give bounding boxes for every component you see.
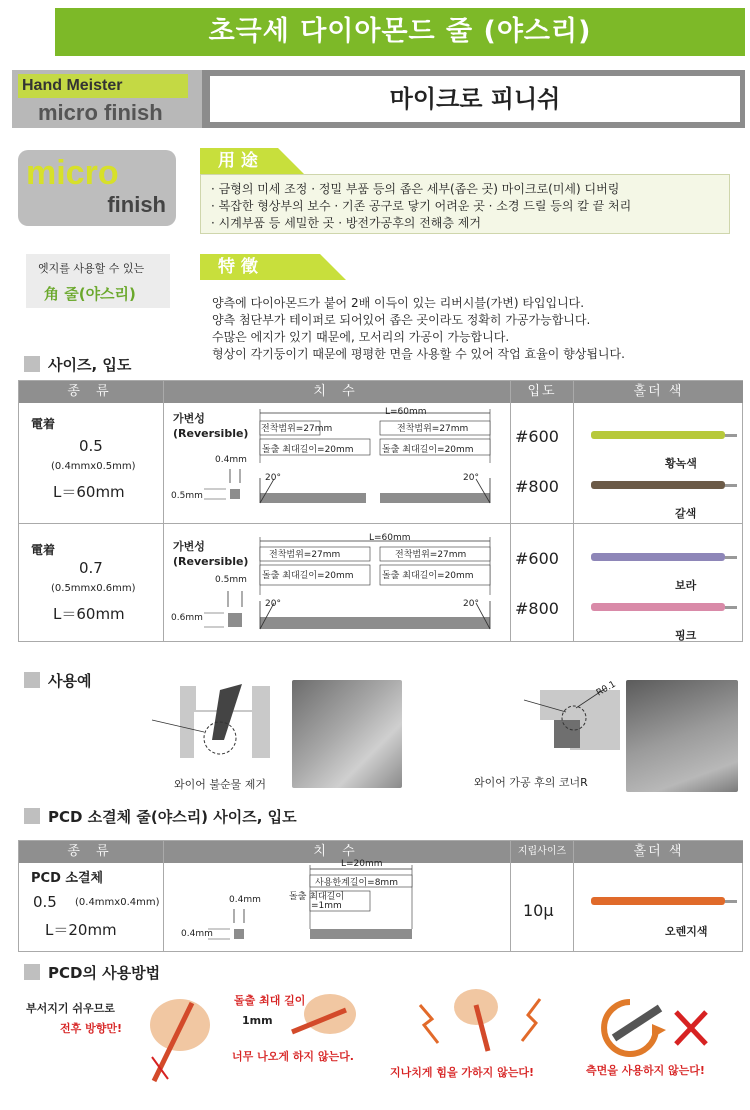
pen-tip — [725, 556, 737, 559]
table-divider — [510, 841, 511, 951]
row2-range-right: 전착범위=27mm — [395, 550, 467, 560]
caption-corner-r: 와이어 가공 후의 코너R — [474, 776, 588, 789]
edge-text: 엣지를 사용할 수 있는 — [38, 262, 145, 275]
usage-box — [200, 174, 730, 234]
row2-color-1: 보라 — [675, 579, 697, 592]
row2-grit-2: #800 — [515, 599, 559, 618]
usage-line-1: · 금형의 미세 조정 · 정밀 부품 등의 좁은 세부(좁은 곳) 마이크로(미세) 디버링 — [211, 182, 620, 196]
section-square-icon — [24, 356, 40, 372]
page-title: 초극세 다이아몬드 줄 (야스리) — [208, 16, 592, 47]
pcd-L: L=20mm — [341, 859, 383, 869]
pcd-section-label: PCD 소결체 줄(야스리) 사이즈, 입도 — [48, 808, 297, 826]
usage-tag: 用 途 — [200, 148, 278, 174]
row1-color-1: 황녹색 — [665, 457, 697, 470]
row2-length: L＝60mm — [53, 605, 125, 623]
warn-fragile: 부서지기 쉬우므로 — [26, 1002, 115, 1015]
pcd-use-limit: 사용한계길이=8mm — [315, 878, 398, 888]
warn-max-length: 돌출 최대 길이 — [234, 994, 306, 1007]
row2-proj-left: 돌출 최대길이=20mm — [262, 571, 354, 581]
pcd-table — [18, 840, 743, 952]
row2-holder-pen-1 — [591, 553, 725, 561]
pcd-holder-pen — [591, 897, 725, 905]
pen-tip — [725, 484, 737, 487]
warn-no-side: 측면을 사용하지 않는다! — [586, 1064, 705, 1077]
header-dimension: 치 수 — [164, 381, 510, 403]
row2-holder-pen-2 — [591, 603, 725, 611]
usage-line-3: · 시계부품 등 세밀한 곳 · 방전가공후의 전해층 제거 — [211, 216, 481, 230]
row1-side: 0.4mm — [215, 455, 247, 465]
pcd-header-dimension: 치 수 — [164, 841, 510, 863]
pen-tip — [725, 900, 737, 903]
row1-spec: (0.4mmx0.5mm) — [51, 461, 136, 472]
edge-file-label: 角 줄(야스리) — [44, 285, 136, 303]
no-side-use-illustration — [594, 990, 724, 1060]
row1-length: L＝60mm — [53, 483, 125, 501]
row2-type: 電着 — [31, 543, 56, 557]
row2-side: 0.5mm — [215, 575, 247, 585]
row2-angle-left: 20° — [265, 599, 281, 609]
corner-r-label: R0.1 — [594, 679, 618, 699]
size-section-label: 사이즈, 입도 — [48, 356, 132, 374]
title-banner — [55, 8, 745, 56]
row1-bottom: 0.5mm — [171, 491, 203, 501]
feature-line-3: 수많은 에지가 있기 때문에, 모서리의 가공이 가능합니다. — [212, 330, 510, 344]
hand-holding-pen-illustration-1 — [140, 985, 220, 1085]
table-divider — [510, 381, 511, 641]
logo-bottom-text: finish — [107, 192, 166, 217]
example-section-title — [24, 670, 91, 691]
hand-holding-pen-illustration-2 — [280, 990, 360, 1050]
row2-grit-1: #600 — [515, 549, 559, 568]
pcd-size: 0.5 — [33, 893, 57, 911]
pcd-spec: (0.4mmx0.4mm) — [75, 897, 160, 908]
table-divider — [573, 841, 574, 951]
usage-line-2: · 복잡한 형상부의 보수 · 기존 공구로 닿기 어려운 곳 · 소경 드릴 등의 칼 끝 처리 — [211, 199, 632, 213]
row1-size: 0.5 — [79, 437, 103, 455]
method-section-label: PCD의 사용방법 — [48, 964, 161, 982]
example-section-label: 사용예 — [48, 672, 92, 690]
row2-L: L=60mm — [369, 533, 411, 543]
row1-proj-left: 돌출 최대길이=20mm — [262, 445, 354, 455]
row1-rev-en: (Reversible) — [173, 427, 249, 440]
row1-grit-1: #600 — [515, 427, 559, 446]
corner-r-diagram — [520, 680, 630, 770]
header-holder-color: 홀더 색 — [574, 381, 743, 403]
brand-line-1: Hand Meister — [18, 74, 188, 98]
feature-line-1: 양측에 다이아몬드가 붙어 2배 이득이 있는 리버시블(가변) 타입입니다. — [212, 296, 585, 310]
warn-direction: 전후 방향만! — [60, 1022, 122, 1035]
pcd-side: 0.4mm — [229, 895, 261, 905]
pcd-section-title — [24, 806, 297, 827]
hand-pressing-illustration — [410, 985, 560, 1055]
section-square-icon — [24, 672, 40, 688]
row1-holder-pen-2 — [591, 481, 725, 489]
feature-line-2: 양측 첨단부가 테이퍼로 되어있어 좁은 곳이라도 정확히 가공가능합니다. — [212, 313, 591, 327]
row2-rev-en: (Reversible) — [173, 555, 249, 568]
row1-range-right: 전착범위=27mm — [397, 424, 469, 434]
row2-color-2: 핑크 — [675, 629, 697, 642]
row2-rev-ko: 가변성 — [173, 540, 205, 553]
row1-angle-left: 20° — [265, 473, 281, 483]
pcd-proj-label: 돌출 최대길이 — [289, 892, 345, 902]
pcd-bottom: 0.4mm — [181, 929, 213, 939]
caption-wire-cleaning: 와이어 불순물 제거 — [174, 778, 267, 791]
row1-angle-right: 20° — [463, 473, 479, 483]
corner-r-photo — [626, 680, 738, 792]
row2-angle-right: 20° — [463, 599, 479, 609]
wire-cleaning-photo — [292, 680, 402, 788]
brand-line-2: micro finish — [38, 100, 163, 125]
row1-rev-ko: 가변성 — [173, 412, 205, 425]
row2-size: 0.7 — [79, 559, 103, 577]
product-title: 마이크로 피니쉬 — [210, 76, 740, 122]
size-section-title — [24, 354, 131, 375]
row1-grit-2: #800 — [515, 477, 559, 496]
section-square-icon — [24, 964, 40, 980]
row2-spec: (0.5mmx0.6mm) — [51, 583, 136, 594]
features-tag: 特 徵 — [200, 254, 320, 280]
method-section-title — [24, 962, 160, 983]
warn-not-too-long: 너무 나오게 하지 않는다. — [232, 1050, 354, 1063]
micro-finish-logo — [18, 150, 176, 226]
row2-range-left: 전착범위=27mm — [269, 550, 341, 560]
pcd-grit: 10μ — [523, 901, 554, 920]
pen-tip — [725, 434, 737, 437]
row1-proj-right: 돌출 최대길이=20mm — [382, 445, 474, 455]
row2-bottom: 0.6mm — [171, 613, 203, 623]
row1-L: L=60mm — [385, 407, 427, 417]
warn-max-length-value: 1mm — [242, 1014, 273, 1027]
header-kind: 종 류 — [19, 381, 163, 403]
table-divider — [19, 523, 742, 524]
row2-proj-right: 돌출 최대길이=20mm — [382, 571, 474, 581]
pcd-type: PCD 소결체 — [31, 871, 104, 886]
features-text — [212, 295, 625, 363]
logo-top-text: micro — [26, 154, 119, 192]
row1-color-2: 갈색 — [675, 507, 697, 520]
pen-tip — [725, 606, 737, 609]
pcd-proj-value: =1mm — [311, 901, 342, 911]
pcd-length: L＝20mm — [45, 921, 117, 939]
row1-holder-pen-1 — [591, 431, 725, 439]
section-square-icon — [24, 808, 40, 824]
feature-line-4: 형상이 각기둥이기 때문에 평평한 면을 사용할 수 있어 작업 효율이 향상됩니다. — [212, 347, 625, 361]
table-divider — [573, 381, 574, 641]
header-grit: 입도 — [511, 381, 573, 403]
size-table — [18, 380, 743, 642]
wire-cleaning-diagram — [150, 680, 290, 770]
pcd-header-holder-color: 홀더 색 — [574, 841, 743, 863]
pcd-color: 오렌지색 — [665, 925, 708, 938]
pcd-header-kind: 종 류 — [19, 841, 163, 863]
row1-range-left: 전착범위=27mm — [261, 424, 333, 434]
row1-type: 電着 — [31, 417, 56, 431]
pcd-header-grit: 지립사이즈 — [511, 841, 573, 863]
warn-no-force: 지나치게 힘을 가하지 않는다! — [390, 1066, 535, 1079]
